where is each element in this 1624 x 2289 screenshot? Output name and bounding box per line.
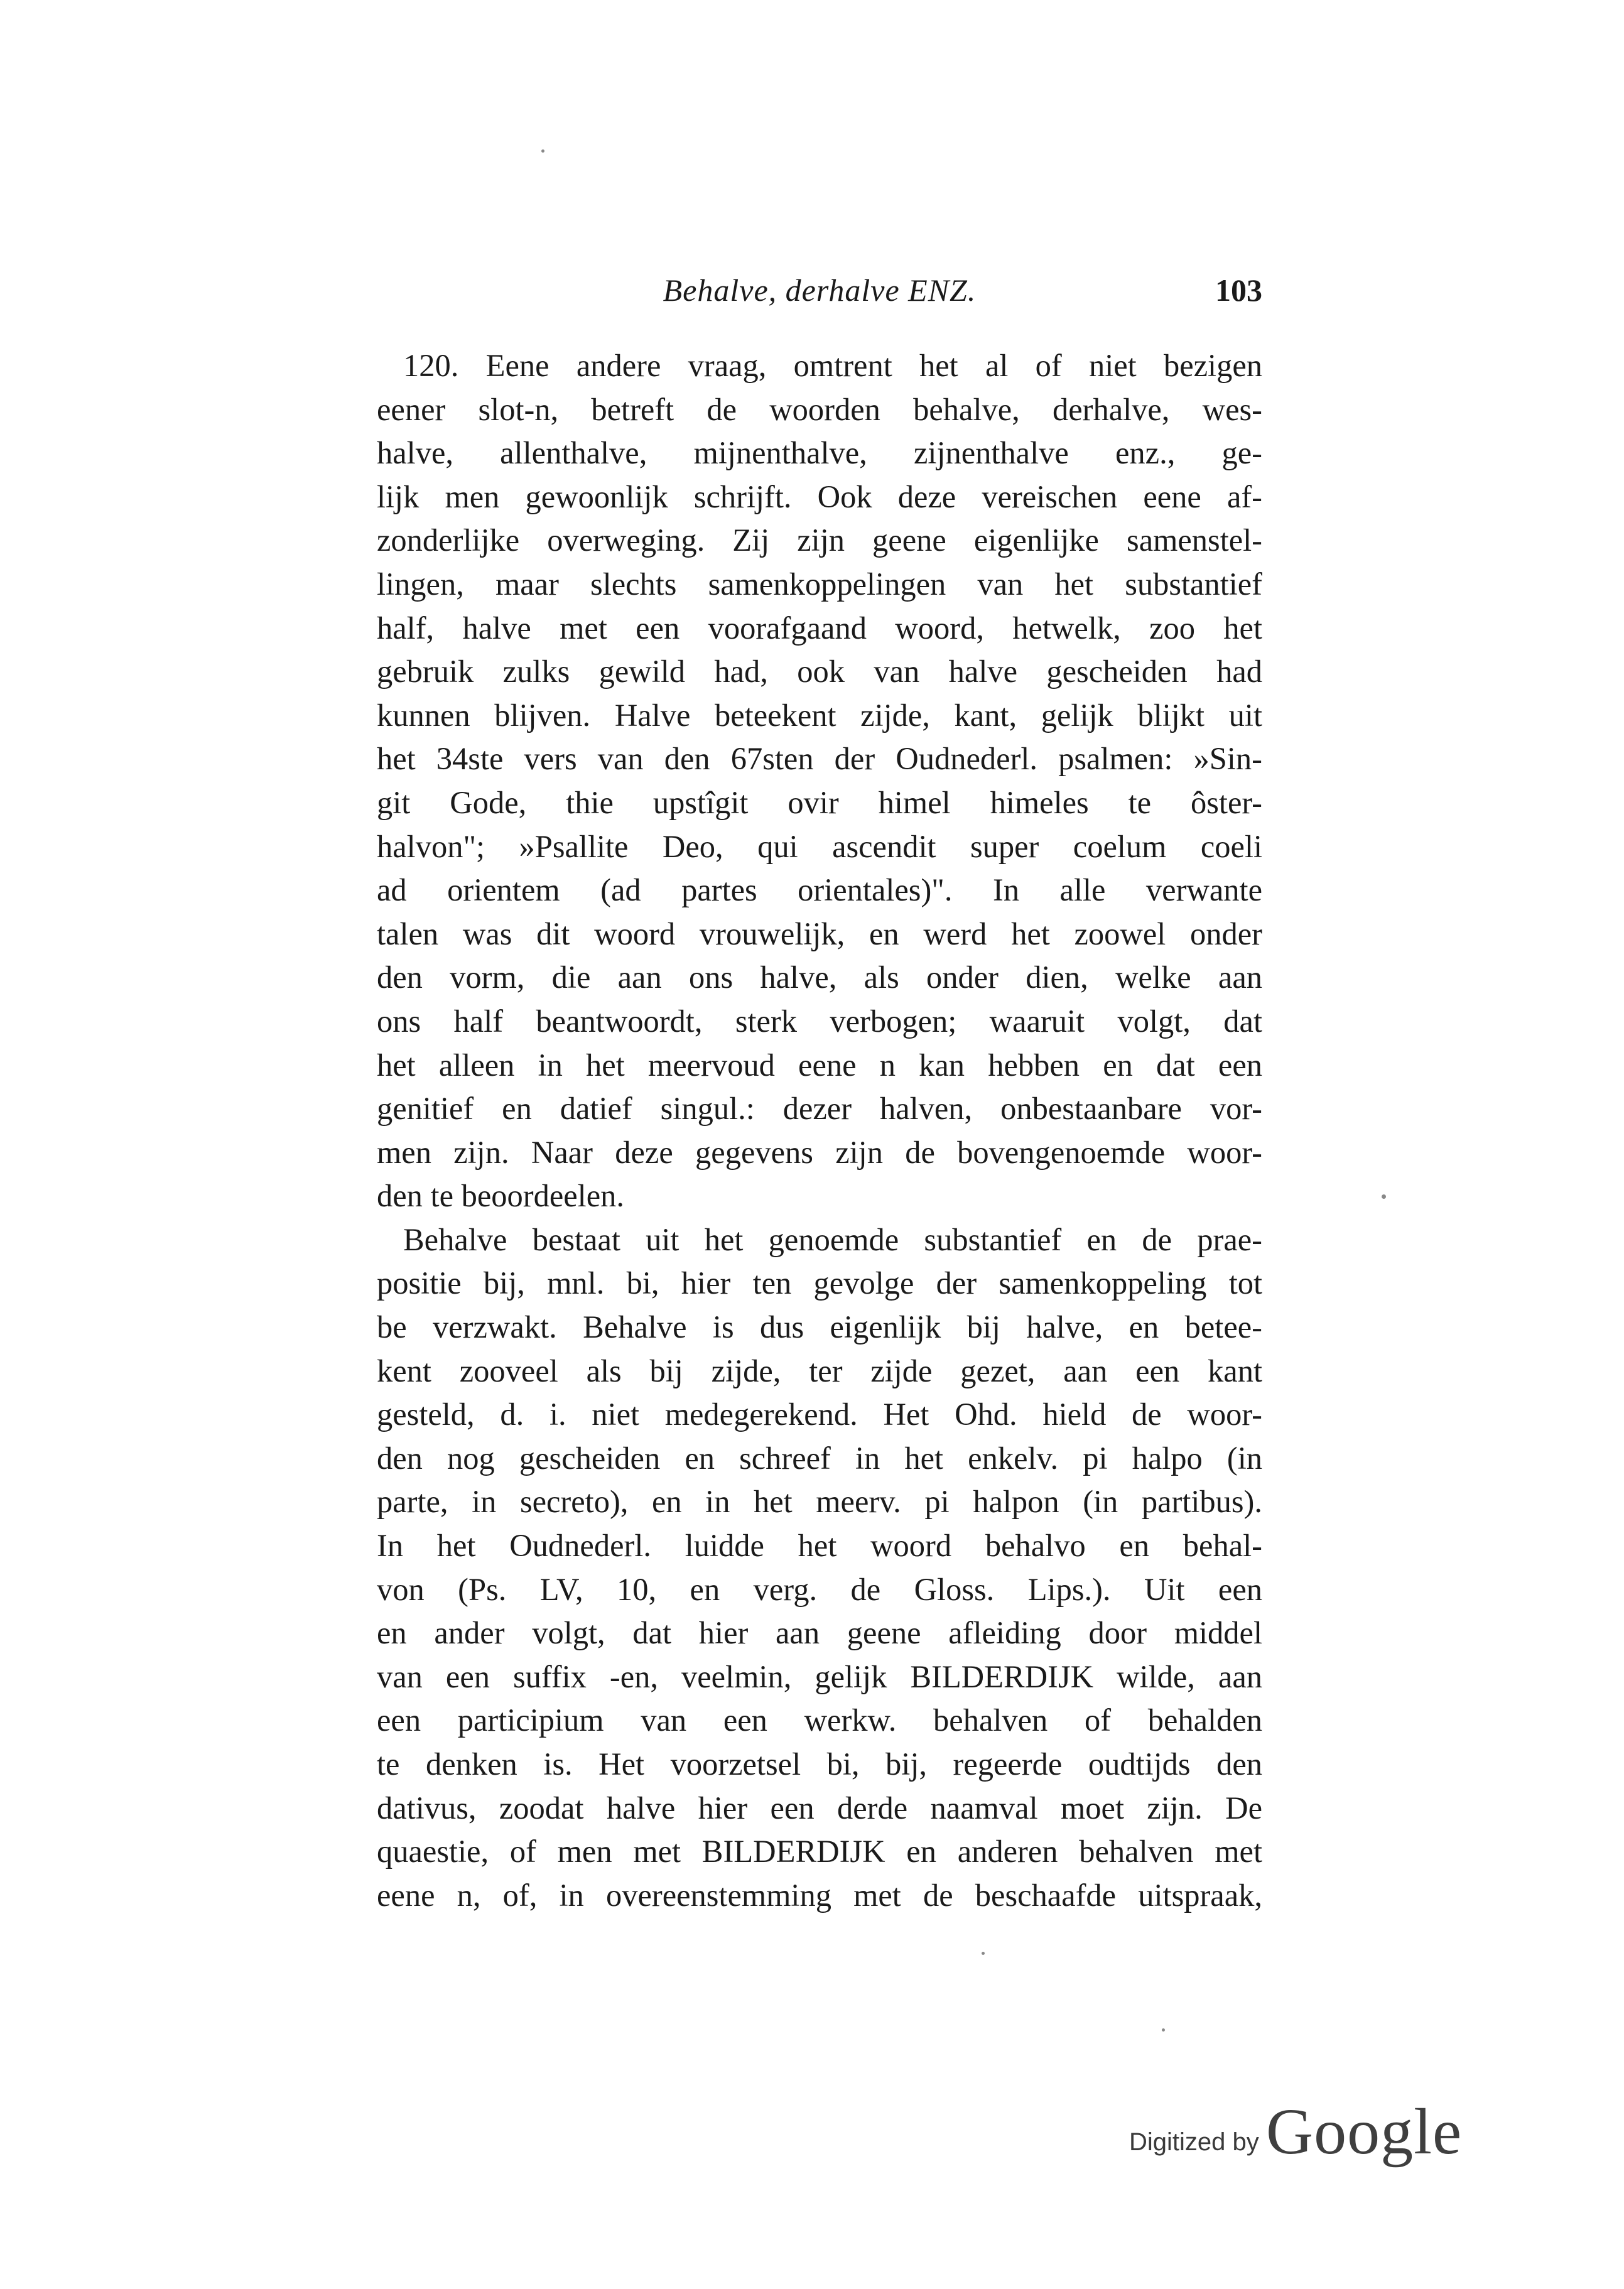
print-speck <box>1382 1194 1386 1199</box>
text-line: be verzwakt. Behalve is dus eigenlijk bij halve, en betee- <box>377 1309 1262 1345</box>
text-line: ad orientem (ad partes orientales)". In alle verwante <box>377 872 1262 908</box>
text-line: parte, in secreto), en in het meerv. pi halpon (in partibus). <box>377 1484 1262 1520</box>
text-line: 120. Eene andere vraag, omtrent het al of niet bezigen <box>403 348 1262 383</box>
text-line: dativus, zoodat halve hier een derde naamval moet zijn. De <box>377 1790 1262 1826</box>
text-line: van een suffix -en, veelmin, gelijk BILDERDIJK wilde, aan <box>377 1659 1262 1694</box>
body-text <box>377 344 1262 1917</box>
text-line: den vorm, die aan ons halve, als onder dien, welke aan <box>377 960 1262 995</box>
text-line: halvon"; »Psallite Deo, qui ascendit super coelum coeli <box>377 828 1262 864</box>
print-speck <box>982 1952 985 1955</box>
text-line: te denken is. Het voorzetsel bi, bij, regeerde oudtijds den <box>377 1746 1262 1782</box>
text-line: den nog gescheiden en schreef in het enkelv. pi halpo (in <box>377 1440 1262 1476</box>
text-line: positie bij, mnl. bi, hier ten gevolge der samenkoppeling tot <box>377 1265 1262 1301</box>
text-line: kunnen blijven. Halve beteekent zijde, kant, gelijk blijkt uit <box>377 697 1262 733</box>
running-title: Behalve, derhalve ENZ. <box>663 273 977 308</box>
text-line: lijk men gewoonlijk schrijft. Ook deze vereischen eene af- <box>377 479 1262 514</box>
text-line: half, halve met een voorafgaand woord, hetwelk, zoo het <box>377 610 1262 646</box>
text-line: git Gode, thie upstîgit ovir himel himeles te ôster- <box>377 784 1262 820</box>
paragraph-1 <box>377 344 1262 1218</box>
text-line: gesteld, d. i. niet medegerekend. Het Ohd. hield de woor- <box>377 1397 1262 1432</box>
text-line: genitief en datief singul.: dezer halven, onbestaanbare vor- <box>377 1091 1262 1127</box>
text-line: halve, allenthalve, mijnenthalve, zijnenthalve enz., ge- <box>377 435 1262 471</box>
text-line: In het Oudnederl. luidde het woord behalvo en behal- <box>377 1528 1262 1564</box>
digitized-by-label: Digitized by <box>1129 2128 1259 2156</box>
text-line: zonderlijke overweging. Zij zijn geene eigenlijke samenstel- <box>377 522 1262 558</box>
text-line: talen was dit woord vrouwelijk, en werd het zoowel onder <box>377 916 1262 951</box>
text-line: ons half beantwoordt, sterk verbogen; waaruit volgt, dat <box>377 1003 1262 1039</box>
text-line: Behalve bestaat uit het genoemde substantief en de prae- <box>403 1221 1262 1257</box>
text-line: een participium van een werkw. behalven of behalden <box>377 1702 1262 1738</box>
text-line: den te beoordeelen. <box>377 1178 624 1214</box>
text-line: men zijn. Naar deze gegevens zijn de bovengenoemde woor- <box>377 1134 1262 1170</box>
text-line: het 34ste vers van den 67sten der Oudnederl. psalmen: »Sin- <box>377 741 1262 777</box>
text-line: lingen, maar slechts samenkoppelingen van het substantief <box>377 566 1262 602</box>
page-number: 103 <box>1215 273 1262 308</box>
text-line: von (Ps. LV, 10, en verg. de Gloss. Lips.). Uit een <box>377 1571 1262 1607</box>
google-logo: Google <box>1266 2096 1463 2168</box>
text-line: gebruik zulks gewild had, ook van halve gescheiden had <box>377 654 1262 690</box>
text-line: eener slot-n, betreft de woorden behalve, derhalve, wes- <box>377 391 1262 427</box>
paragraph-2 <box>377 1218 1262 1918</box>
text-line: eene n, of, in overeenstemming met de beschaafde uitspraak, <box>377 1877 1262 1913</box>
text-line: en ander volgt, dat hier aan geene afleiding door middel <box>377 1615 1262 1651</box>
google-watermark <box>1129 2094 1468 2168</box>
text-line: het alleen in het meervoud eene n kan hebben en dat een <box>377 1047 1262 1083</box>
running-head <box>377 271 1262 309</box>
text-line: kent zooveel als bij zijde, ter zijde gezet, aan een kant <box>377 1353 1262 1388</box>
print-speck <box>541 149 544 153</box>
text-line: quaestie, of men met BILDERDIJK en anderen behalven met <box>377 1834 1262 1870</box>
print-speck <box>1162 2028 1165 2032</box>
